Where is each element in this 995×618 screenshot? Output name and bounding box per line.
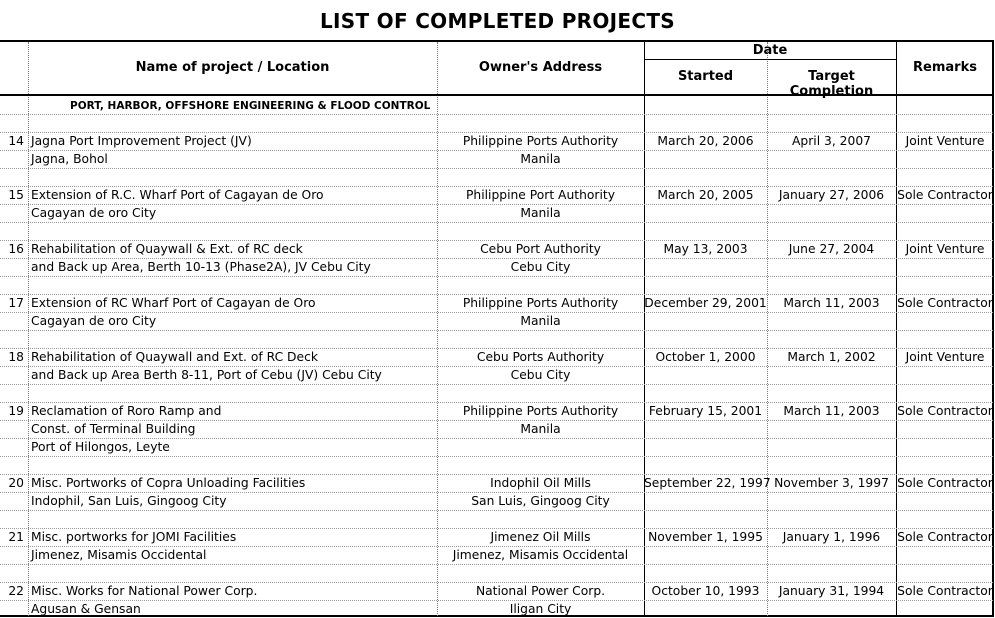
date-target-completion: March 11, 2003 xyxy=(783,296,880,310)
date-target-completion: April 3, 2007 xyxy=(792,134,871,148)
date-target-completion: November 3, 1997 xyxy=(774,476,889,490)
row-gridline xyxy=(0,114,993,115)
owner-address-line: Philippine Ports Authority xyxy=(462,404,619,418)
owner-address-line: Cebu City xyxy=(510,368,571,382)
project-name-line: Misc. Works for National Power Corp. xyxy=(31,584,258,598)
remarks: Sole Contractor xyxy=(897,584,993,598)
project-name-line: Cagayan de oro City xyxy=(31,206,157,220)
section-title: PORT, HARBOR, OFFSHORE ENGINEERING & FLOOD CONTROL xyxy=(70,100,431,112)
row-gridline xyxy=(0,564,993,565)
header-started: Started xyxy=(677,69,734,84)
remarks: Sole Contractor xyxy=(897,476,993,490)
project-name-line: Misc. Portworks of Copra Unloading Facilities xyxy=(31,476,306,490)
remarks: Joint Venture xyxy=(905,350,985,364)
owner-address-line: Indophil Oil Mills xyxy=(490,476,591,490)
date-target-completion: March 11, 2003 xyxy=(783,404,880,418)
header-owner: Owner's Address xyxy=(478,60,603,75)
remarks: Joint Venture xyxy=(905,134,985,148)
project-name-line: Jimenez, Misamis Occidental xyxy=(31,548,207,562)
owner-address-line: Cebu City xyxy=(510,260,571,274)
row-gridline xyxy=(0,222,993,223)
remarks: Sole Contractor xyxy=(897,404,993,418)
project-name-line: and Back up Area, Berth 10-13 (Phase2A), JV Cebu City xyxy=(31,260,371,274)
project-number: 15 xyxy=(8,188,24,202)
project-number: 21 xyxy=(8,530,24,544)
row-gridline xyxy=(0,384,993,385)
date-started: February 15, 2001 xyxy=(648,404,763,418)
owner-address-line: Manila xyxy=(520,206,561,220)
project-name-line: and Back up Area Berth 8-11, Port of Cebu (JV) Cebu City xyxy=(31,368,382,382)
project-name-line: Jagna Port Improvement Project (JV) xyxy=(31,134,252,148)
project-name-line: Const. of Terminal Building xyxy=(31,422,196,436)
date-target-completion: January 31, 1994 xyxy=(778,584,885,598)
remarks: Sole Contractor xyxy=(897,530,993,544)
owner-address-line: Philippine Ports Authority xyxy=(462,296,619,310)
row-gridline xyxy=(0,168,993,169)
owner-address-line: Jimenez, Misamis Occidental xyxy=(452,548,629,562)
date-header-divider xyxy=(644,59,896,60)
date-started: September 22, 1997 xyxy=(644,476,771,490)
owner-address-line: Manila xyxy=(520,314,561,328)
header-name: Name of project / Location xyxy=(135,60,330,75)
owner-address-line: Philippine Port Authority xyxy=(466,188,615,202)
header-date: Date xyxy=(752,43,788,58)
date-started: November 1, 1995 xyxy=(648,530,763,544)
project-name-line: Extension of R.C. Wharf Port of Cagayan de Oro xyxy=(31,188,324,202)
project-name-line: Port of Hilongos, Leyte xyxy=(31,440,170,454)
project-number: 20 xyxy=(8,476,24,490)
owner-address-line: Philippine Ports Authority xyxy=(462,134,619,148)
header-target: Target Completion xyxy=(789,69,874,99)
project-number: 17 xyxy=(8,296,24,310)
header-remarks: Remarks xyxy=(913,60,977,75)
project-number: 18 xyxy=(8,350,24,364)
owner-address-line: San Luis, Gingoog City xyxy=(471,494,610,508)
owner-address-line: Iligan City xyxy=(509,602,572,616)
project-number: 22 xyxy=(8,584,24,598)
owner-address-line: Manila xyxy=(520,152,561,166)
date-started: October 1, 2000 xyxy=(655,350,756,364)
row-gridline xyxy=(0,330,993,331)
owner-address-line: Cebu Ports Authority xyxy=(476,350,605,364)
row-gridline xyxy=(0,510,993,511)
project-number: 16 xyxy=(8,242,24,256)
remarks: Sole Contractor xyxy=(897,188,993,202)
project-name-line: Misc. portworks for JOMI Facilities xyxy=(31,530,237,544)
project-name-line: Rehabilitation of Quaywall & Ext. of RC deck xyxy=(31,242,303,256)
date-target-completion: June 27, 2004 xyxy=(788,242,875,256)
page-title: LIST OF COMPLETED PROJECTS xyxy=(319,9,676,33)
date-target-completion: January 1, 1996 xyxy=(782,530,881,544)
date-started: March 20, 2005 xyxy=(657,188,754,202)
owner-address-line: Jimenez Oil Mills xyxy=(490,530,591,544)
date-started: March 20, 2006 xyxy=(657,134,754,148)
project-name-line: Jagna, Bohol xyxy=(31,152,108,166)
owner-address-line: Manila xyxy=(520,422,561,436)
date-target-completion: March 1, 2002 xyxy=(787,350,876,364)
project-number: 14 xyxy=(8,134,24,148)
owner-address-line: Cebu Port Authority xyxy=(480,242,601,256)
owner-address-line: National Power Corp. xyxy=(475,584,606,598)
remarks: Sole Contractor xyxy=(897,296,993,310)
project-name-line: Rehabilitation of Quaywall and Ext. of RC Deck xyxy=(31,350,318,364)
date-started: October 10, 1993 xyxy=(651,584,760,598)
project-number: 19 xyxy=(8,404,24,418)
date-started: May 13, 2003 xyxy=(663,242,748,256)
date-target-completion: January 27, 2006 xyxy=(778,188,885,202)
project-name-line: Cagayan de oro City xyxy=(31,314,157,328)
row-gridline xyxy=(0,456,993,457)
remarks: Joint Venture xyxy=(905,242,985,256)
col-divider xyxy=(28,42,29,616)
project-name-line: Agusan & Gensan xyxy=(31,602,141,616)
project-name-line: Reclamation of Roro Ramp and xyxy=(31,404,222,418)
row-gridline xyxy=(0,276,993,277)
date-started: December 29, 2001 xyxy=(644,296,767,310)
project-name-line: Indophil, San Luis, Gingoog City xyxy=(31,494,227,508)
project-name-line: Extension of RC Wharf Port of Cagayan de Oro xyxy=(31,296,316,310)
